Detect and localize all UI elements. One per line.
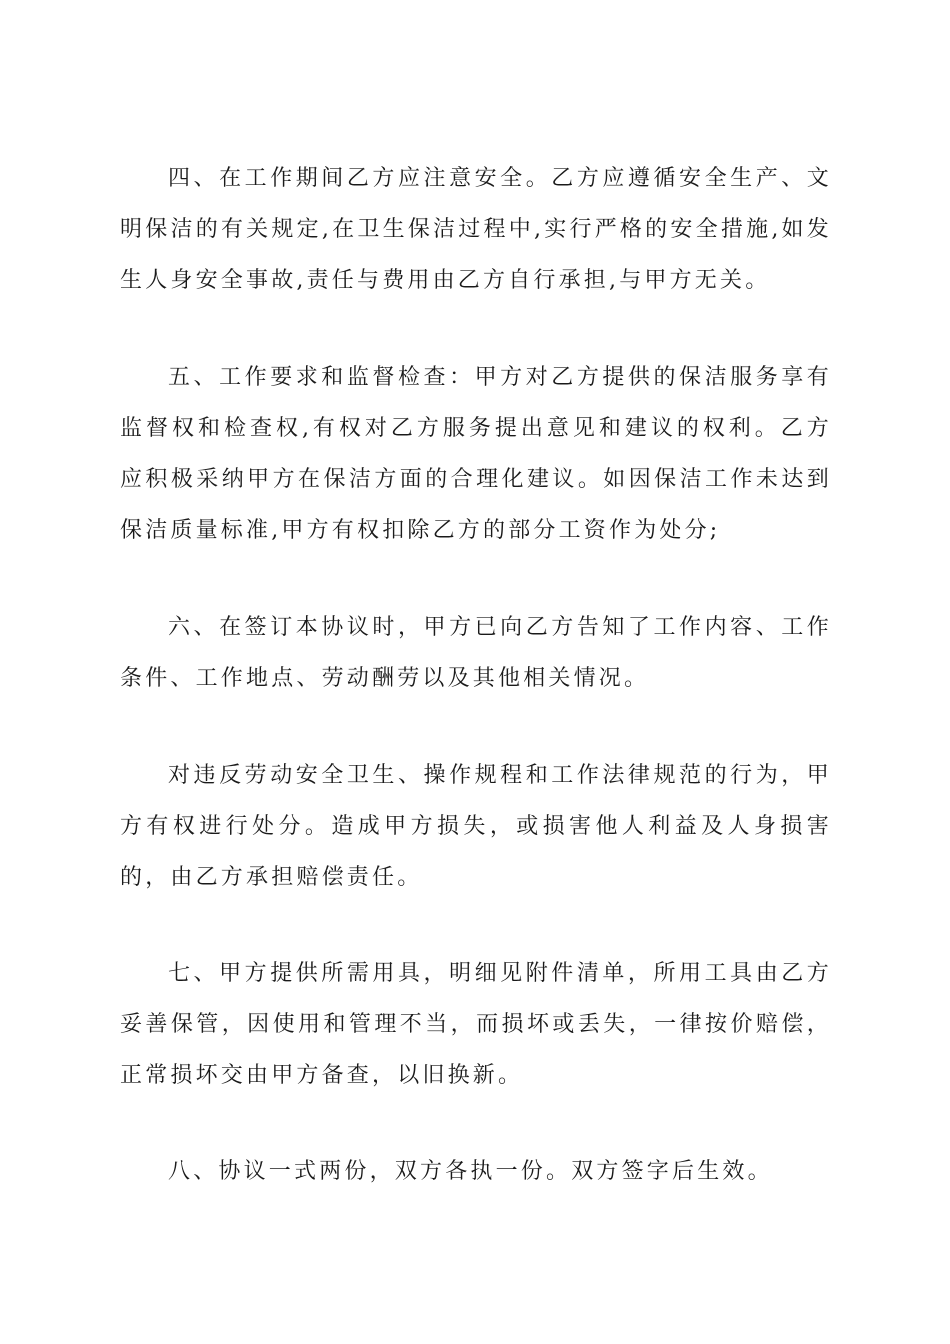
clause-four-paragraph: 四、在工作期间乙方应注意安全。乙方应遵循安全生产、文明保洁的有关规定,在卫生保洁过程中,实行严格的安全措施,如发生人身安全事故,责任与费用由乙方自行承担,与甲方无关。 [120, 166, 832, 293]
clause-seven-paragraph: 七、甲方提供所需用具，明细见附件清单，所用工具由乙方妥善保管，因使用和管理不当，而损坏或丢失，一律按价赔偿，正常损坏交由甲方备查，以旧换新。 [120, 961, 832, 1088]
clause-eight-paragraph: 八、协议一式两份，双方各执一份。双方签字后生效。 [168, 1159, 773, 1184]
clause-six-paragraph: 六、在签订本协议时，甲方已向乙方告知了工作内容、工作条件、工作地点、劳动酬劳以及其他相关情况。 [120, 615, 832, 691]
violation-penalty-paragraph: 对违反劳动安全卫生、操作规程和工作法律规范的行为，甲方有权进行处分。造成甲方损失，或损害他人利益及人身损害的，由乙方承担赔偿责任。 [120, 763, 832, 890]
clause-five-paragraph: 五、工作要求和监督检查：甲方对乙方提供的保洁服务享有监督权和检查权,有权对乙方服务提出意见和建议的权利。乙方应积极采纳甲方在保洁方面的合理化建议。如因保洁工作未达到保洁质量标准,甲方有权扣除乙方的部分工资作为处分; [120, 365, 832, 543]
